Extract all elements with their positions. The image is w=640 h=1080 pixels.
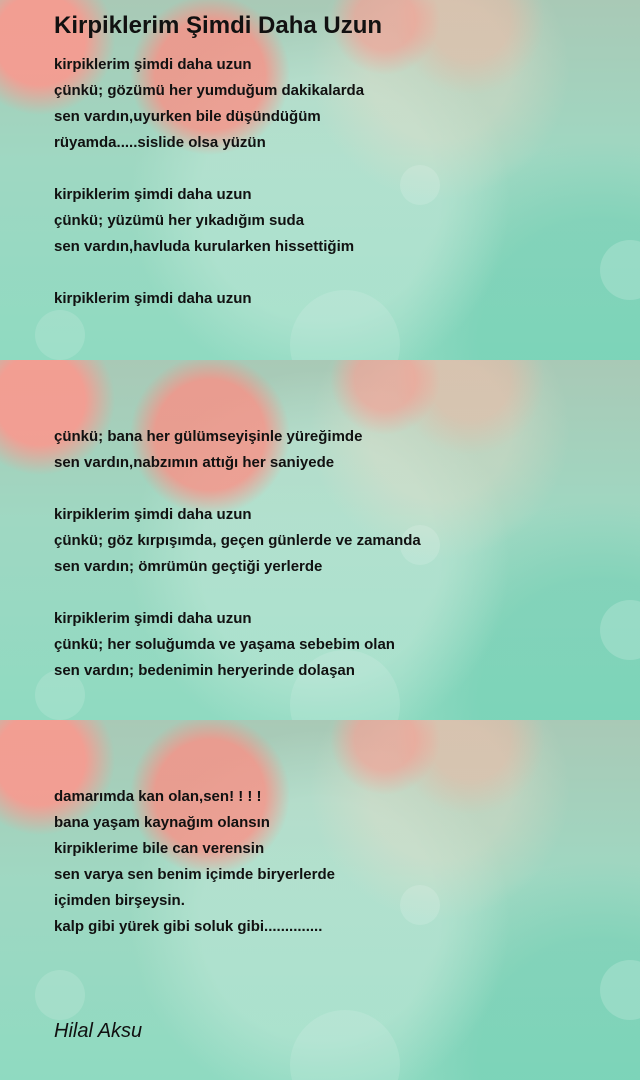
poem-line: çünkü; göz kırpışımda, geçen günlerde ve zamanda (54, 532, 421, 549)
poem-line: çünkü; her soluğumda ve yaşama sebebim olan (54, 636, 395, 653)
poem-panel-2 (0, 360, 640, 720)
poem-panel-3 (0, 720, 640, 1080)
poem-line: sen vardın; bedenimin heryerinde dolaşan (54, 662, 355, 679)
poem-line: kirpiklerim şimdi daha uzun (54, 506, 252, 523)
poem-line: sen varya sen benim içimde biryerlerde (54, 866, 335, 883)
bokeh-circle (35, 970, 85, 1020)
poem-line (54, 758, 620, 784)
poem-line: sen vardın,uyurken bile düşündüğüm (54, 108, 321, 125)
poem-line: sen vardın,nabzımın attığı her saniyede (54, 454, 335, 471)
poem-line: rüyamda.....sislide olsa yüzün (54, 134, 266, 151)
poem-line: kirpiklerime bile can verensin (54, 840, 265, 857)
bokeh-circle (290, 1010, 400, 1080)
bokeh-circle (600, 960, 640, 1020)
poem-line: damarımda kan olan,sen! ! ! ! (54, 788, 262, 805)
poem-line (54, 732, 620, 758)
poem-line (54, 476, 620, 502)
poem-panel-1 (0, 0, 640, 360)
poem-line: bana yaşam kaynağım olansın (54, 814, 270, 831)
poem-line: kirpiklerim şimdi daha uzun (54, 290, 252, 307)
poem-line: çünkü; bana her gülümseyişinle yüreğimde (54, 428, 363, 445)
poem-line: kirpiklerim şimdi daha uzun (54, 56, 252, 73)
poem-line (54, 580, 620, 606)
poem-line (54, 260, 620, 286)
poem-line: kirpiklerim şimdi daha uzun (54, 610, 252, 627)
poem-stanza-block-3 (54, 732, 620, 940)
poem-title: Kirpiklerim Şimdi Daha Uzun (54, 12, 383, 39)
poem-line (54, 156, 620, 182)
poem-stanza-block-1 (54, 52, 620, 312)
poem-line (54, 398, 620, 424)
poem-line: sen vardın,havluda kurularken hissettiğim (54, 238, 355, 255)
bokeh-circle (35, 310, 85, 360)
poem-author: Hilal Aksu (54, 1020, 143, 1042)
poem-line: çünkü; gözümü her yumduğum dakikalarda (54, 82, 365, 99)
poem-line (54, 372, 620, 398)
poem-line: içimden birşeysin. (54, 892, 185, 909)
poem-line: çünkü; yüzümü her yıkadığım suda (54, 212, 305, 229)
poem-line: kalp gibi yürek gibi soluk gibi.............. (54, 918, 323, 935)
poem-line: sen vardın; ömrümün geçtiği yerlerde (54, 558, 323, 575)
poem-stanza-block-2 (54, 372, 620, 684)
poem-line: kirpiklerim şimdi daha uzun (54, 186, 252, 203)
